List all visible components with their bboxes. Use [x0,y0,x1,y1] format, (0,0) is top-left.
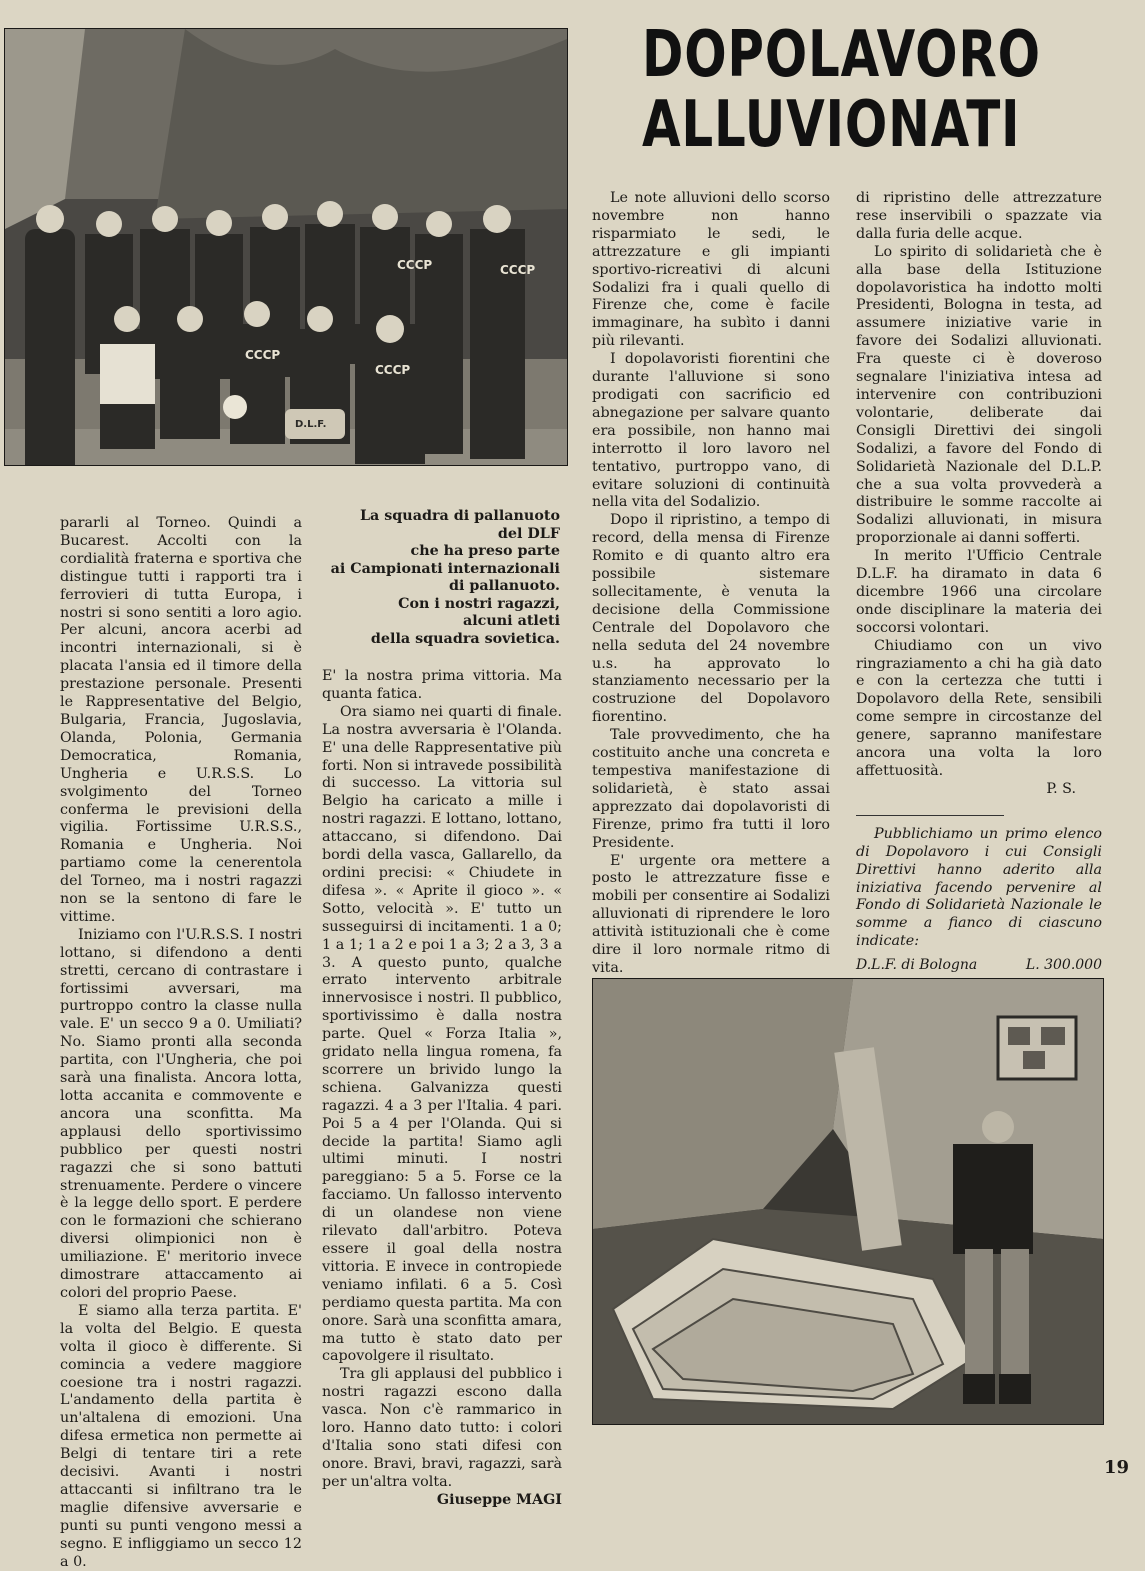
caption-line: che ha preso parte [410,543,560,559]
paragraph: Tale provvedimento, che ha costituito anche una concreta e tempestiva manifestazione di solidarietà, è stato assai apprezzato dai dopolavoristi di Firenze, primo fra tutti il loro Presidente. [592,727,830,851]
paragraph: I dopolavoristi fiorentini che durante l'alluvione si sono prodigati con sacrificio ed abnegazione per salvare quanto era possibile, non hanno mai interrotto il loro lavoro nel tentativo, purtroppo vano, di evitare soluzioni di continuità nella vita del Sodalizio. [592,351,830,511]
article-signature: P. S. [1046,780,1076,797]
donor-name: D.L.F. di Bologna [856,957,978,974]
paragraph: Lo spirito di solidarietà che è alla base della Istituzione dopolavoristica ha indotto molti Presidenti, Bologna in testa, ad assumere iniziative varie in favore dei Sodalizi alluvionati. Fra queste ci è doveroso segnalare l'iniziativa intesa ad intervenire con contribuzioni volontarie, deliberate dai Consigli Direttivi dei singoli Sodalizi, a favore del Fondo di Solidarietà Nazionale del D.L.P. che a sua volta provvederà a distribuire le somme raccolte ai Sodalizi alluvionati, in misura proporzionale ai danni sofferti. [856,243,1102,547]
team-photo [4,28,568,466]
divider [856,815,1004,816]
caption-line: del DLF [497,525,560,542]
headline [641,18,1041,162]
paragraph: In merito l'Ufficio Centrale D.L.F. ha diramato in data 6 dicembre 1966 una circolare onde disciplinare la materia dei soccorsi volontari. [856,548,1102,636]
headline-line-2: ALLUVIONATI [641,88,1021,162]
paragraph: Tra gli applausi del pubblico i nostri ragazzi escono dalla vasca. Non c'è rammarico in loro. Hanno dato tutto: i colori d'Italia sono stati difesi con onore. Bravi, bravi, ragazzi, sarà per un'altra volta. [322,1366,562,1490]
jersey-text-3: CCCP [245,348,281,362]
article-column-2 [322,668,562,1510]
headline-line-1: DOPOLAVORO [641,18,1041,92]
paragraph: Dopo il ripristino, a tempo di record, della mensa di Firenze Romito e di quanto altro era possibile sistemare sollecitamente, è venuta la decisione della Commissione Centrale del Dopolavoro che nella seduta del 24 novembre u.s. ha approvato lo stanziamento necessario per la costruzione del Dopolavoro fiorentino. [592,512,830,726]
flood-photo [592,978,1104,1425]
caption-line: Con i nostri ragazzi, [398,595,560,612]
article-column-4 [856,190,1102,1055]
jersey-text-2: CCCP [500,263,536,277]
caption-line: di pallanuoto. [449,578,560,594]
paragraph: E' la nostra prima vittoria. Ma quanta fatica. [322,668,562,702]
caption-line: alcuni atleti [462,613,560,629]
paragraph: Ora siamo nei quarti di finale. La nostra avversaria è l'Olanda. E' una delle Rappresentative più forti. Non si intravede possibilità di successo. La vittoria sul Belgio ha caricato a mille i nostri ragazzi. E lottano, lottano, attaccano, si difendono. Dai bordi della vasca, Gallarello, da ordini precisi: « Chiudete in difesa ». « Aprite il gioco ». « Sotto, velocità ». E' tutto un susseguirsi di incitamenti. 1 a 0; 1 a 1; 1 a 2 e poi 1 a 3; 2 a 3, 3 a 3. A questo punto, qualche errato intervento arbitrale innervosisce i nostri. Il pubblico, sportivissimo è dalla nostra parte. Quel « Forza Italia », gridato nella lingua romena, fa scorrere un brivido lungo la schiena. Galvanizza questi ragazzi. 4 a 3 per l'Italia. 4 pari. Poi 5 a 4 per l'Olanda. Qui si decide la partita! Siamo agli ultimi minuti. I nostri pareggiano: 5 a 5. Forse ce la facciamo. Un fallosso intervento di un olandese non viene rilevato dall'arbitro. Poteva essere il goal della nostra vittoria. E invece in contropiede veniamo infilati. 6 a 5. Così perdiamo questa partita. Ma con onore. Sarà una sconfitta amara, ma tutto è stato dato per capovolgere il risultato. [322,703,562,1365]
paragraph: E' urgente ora mettere a posto le attrezzature fisse e mobili per consentire ai Sodalizi alluvionati di riprendere le loro attività istituzionali che è come dire il loro normale ritmo di vita. [592,852,830,976]
table-row [856,955,1102,975]
caption-line: ai Campionati internazionali [330,560,560,577]
donation-list-intro: Pubblichiamo un primo elenco di Dopolavoro i cui Consigli Direttivi hanno aderito alla iniziativa facendo pervenire al Fondo di Solidarietà Nazionale le somme a fianco di ciascuno indicate: [856,825,1102,950]
bag-text: D.L.F. [295,419,327,430]
caption-line: della squadra sovietica. [370,630,560,647]
paragraph: pararli al Torneo. Quindi a Bucarest. Accolti con la cordialità fraterna e sportiva che distingue tutti i rapporti tra i ferrovieri di tutta Europa, i nostri si sono sentiti a loro agio. Per alcuni, ancora acerbi ad incontri internazionali, si è placata l'ansia ed il timore della prestazione personale. Presenti le Rappresentative del Belgio, Bulgaria, Francia, Jugoslavia, Olanda, Polonia, Germania Democratica, Romania, Ungheria e U.R.S.S. Lo svolgimento del Torneo conferma le previsioni della vigilia. Fortissime U.R.S.S., Romania e Ungheria. Noi partiamo come la cenerentola del Torneo, ma i nostri ragazzi non se la sentono di fare le vittime. [60,515,302,925]
donor-amount: L. 300.000 [1025,957,1102,974]
article-column-1 [60,515,302,1571]
photo-caption [322,508,560,648]
paragraph: E siamo alla terza partita. E' la volta del Belgio. E questa volta il gioco è differente. Si comincia a vedere maggiore coesione tra i nostri ragazzi. L'andamento della partita è un'altalena di emozioni. Una difesa ermetica non permette ai Belgi di tentare tiri a rete decisivi. Avanti i nostri attaccanti si infiltrano tra le maglie difensive avversarie e punti su punti vengono messi a segno. E infliggiamo un secco 12 a 0. [60,1302,302,1570]
paragraph: Le note alluvioni dello scorso novembre non hanno risparmiato le sedi, le attrezzature e gli impianti sportivo-ricreativi di alcuni Sodalizi fra i quali quello di Firenze che, come è facile immaginare, ha subìto i danni più rilevanti. [592,190,830,350]
page-number: 19 [1103,1457,1129,1478]
paragraph: Iniziamo con l'U.R.S.S. I nostri lottano, si difendono a denti stretti, cercano di contrastare i fortissimi avversari, ma purtroppo contro la classe nulla vale. E' un secco 9 a 0. Umiliati? No. Siamo pronti alla seconda partita, con l'Ungheria, che poi sarà una finalista. Ancora lotta, lotta accanita e commovente e ancora una sconfitta. Ma applausi dello sportivissimo pubblico per questi nostri ragazzi che si sono battuti strenuamente. Perdere o vincere è la legge dello sport. E perdere con le formazioni che schierano diversi olimpionici non è umiliazione. E' meritorio invece dimostrare attaccamento ai colori del proprio Paese. [60,926,302,1301]
paragraph: Chiudiamo con un vivo ringraziamento a chi ha già dato e con la certezza che tutti i Dopolavoro della Rete, sensibili come sempre in circostanze del genere, sapranno manifestare ancora una volta la loro affettuosità. [856,637,1102,779]
paragraph: di ripristino delle attrezzature rese inservibili o spazzate via dalla furia delle acque. [856,190,1102,242]
jersey-text-4: CCCP [375,363,411,377]
caption-line: La squadra di pallanuoto [359,508,560,524]
jersey-text: CCCP [397,258,433,272]
author-signature: Giuseppe MAGI [436,1491,562,1508]
